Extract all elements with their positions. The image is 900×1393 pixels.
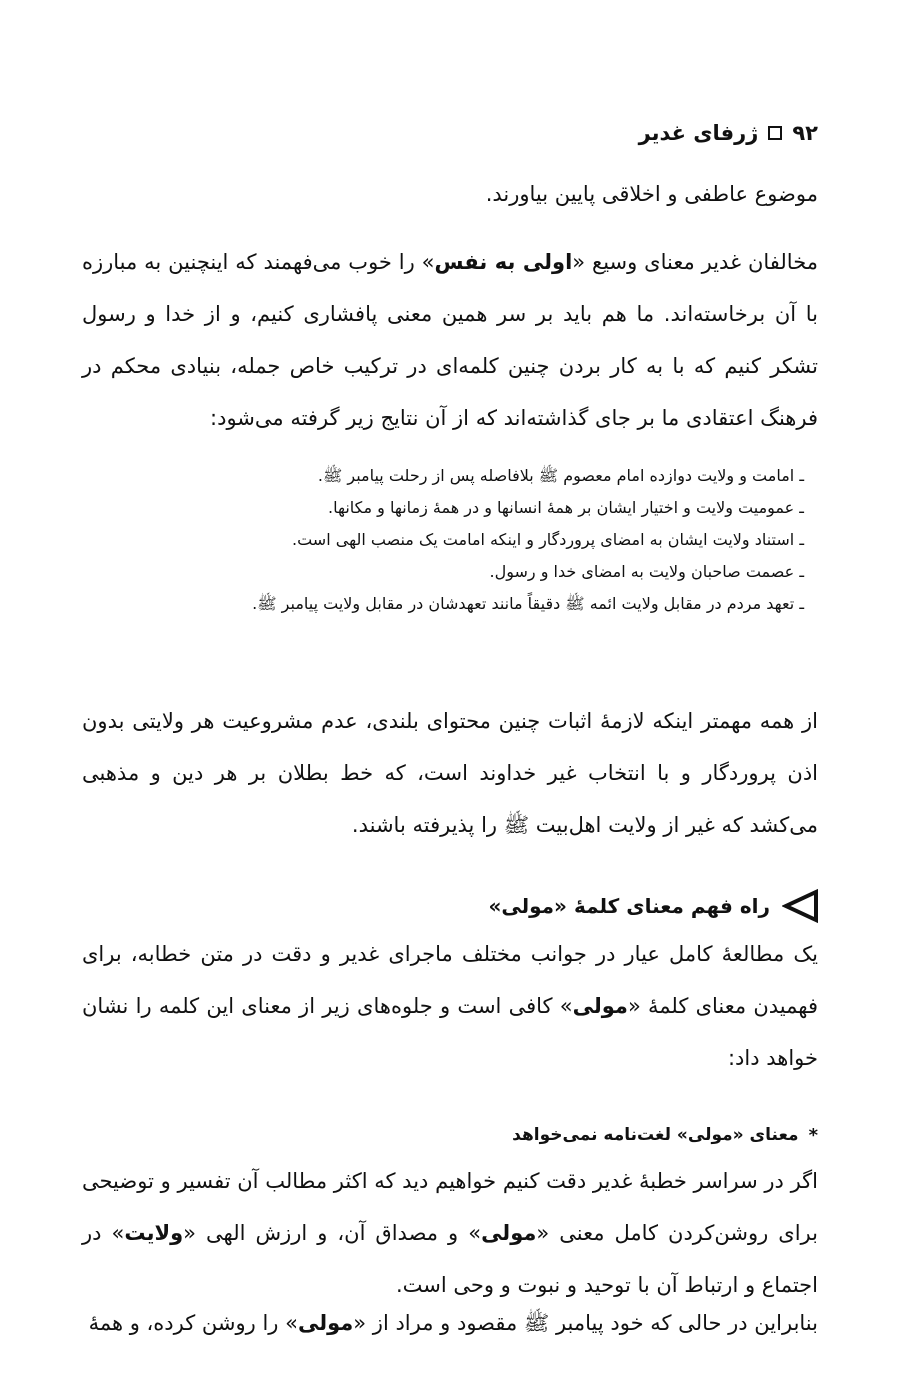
- section-bold: مولی: [572, 994, 628, 1018]
- list-item: ـ امامت و ولایت دوازده امام معصوم ﷺ بلافاصله پس از رحلت پیامبر ﷺ.: [317, 466, 804, 485]
- page-header: [82, 116, 818, 150]
- intro-line: موضوع عاطفی و اخلاقی پایین بیاورند.: [485, 182, 818, 206]
- section-paragraph: [82, 928, 818, 1084]
- square-separator-icon: [768, 126, 782, 140]
- para3-text-b: » و مصداق آن، و ارزش الهی «: [183, 1221, 482, 1245]
- para1-text-a: مخالفان غدیر معنای وسیع «: [572, 250, 818, 274]
- section-text-b: » کافی است و جلوه‌های زیر از معنای این کلمه را نشان خواهد داد:: [82, 994, 818, 1070]
- paragraph-1: [82, 236, 818, 444]
- para3-text-a: اگر در سراسر خطبهٔ غدیر دقت کنیم خواهیم دید که اکثر مطالب آن تفسیر و توضیحی برای روشن‌کردن کامل معنی «: [82, 1169, 818, 1245]
- paragraph-2: [82, 695, 818, 851]
- book-title: ژرفای غدیر: [638, 121, 759, 145]
- para4-bold: مولی: [297, 1311, 354, 1335]
- intro-paragraph: [82, 168, 818, 220]
- section-heading: [82, 880, 818, 932]
- paragraph-4: [82, 1297, 818, 1349]
- asterisk-icon: *: [808, 1124, 818, 1146]
- para2-text: از همه مهمتر اینکه لازمهٔ اثبات چنین محتوای بلندی، عدم مشروعیت هر ولایتی بدون اذن پروردگار و با انتخاب غیر خداوند است، که خط بطلان بر هر دین و مذهبی می‌کشد که غیر از ولایت اهل‌بیت ﷺ را پذیرفته باشند.: [82, 709, 818, 837]
- para1-bold: اولی به نفس: [434, 250, 573, 274]
- section-title: راه فهم معنای کلمهٔ «مولی»: [488, 894, 770, 918]
- para3-bold-1: مولی: [481, 1221, 537, 1245]
- results-list: [82, 460, 804, 620]
- paragraph-3: [82, 1155, 818, 1311]
- list-item: ـ عصمت صاحبان ولایت به امضای خدا و رسول.: [489, 562, 804, 581]
- para4-text-b: » را روشن کرده، و همهٔ: [88, 1311, 298, 1335]
- para1-text-b: » را خوب می‌فهمند که اینچنین به مبارزه با آن برخاسته‌اند. ما هم باید بر سر همین معنی پافشاری کنیم، و از خدا و رسول تشکر کنیم که با به کار بردن چنین کلمه‌ای در ترکیب خاص جمله، بنیادی محکم در فرهنگ اعتقادی ما بر جای گذاشته‌اند که از آن نتایج زیر گرفته می‌شود:: [82, 250, 818, 430]
- subsection-heading: [82, 1115, 818, 1155]
- para3-text-c: » در اجتماع و ارتباط آن با توحید و نبوت و وحی است.: [82, 1221, 818, 1297]
- para3-bold-2: ولایت: [124, 1221, 184, 1245]
- list-item: ـ استناد ولایت ایشان به امضای پروردگار و اینکه امامت یک منصب الهی است.: [292, 530, 804, 549]
- subsection-title: معنای «مولی» لغت‌نامه نمی‌خواهد: [512, 1125, 799, 1145]
- triangle-marker-icon: [782, 888, 818, 924]
- section-text-a: یک مطالعهٔ کامل عیار در جوانب مختلف ماجرای غدیر و دقت در متن خطابه، برای فهمیدن معنای کلمهٔ «: [82, 942, 818, 1018]
- list-item: ـ عمومیت ولایت و اختیار ایشان بر همهٔ انسانها و در همهٔ زمانها و مکانها.: [327, 498, 804, 517]
- list-item: ـ تعهد مردم در مقابل ولایت ائمه ﷺ دقیقاً مانند تعهدشان در مقابل ولایت پیامبر ﷺ.: [252, 594, 804, 613]
- page-number: ۹۲: [792, 121, 818, 145]
- para4-text-a: بنابراین در حالی که خود پیامبر ﷺ مقصود و مراد از «: [353, 1311, 818, 1335]
